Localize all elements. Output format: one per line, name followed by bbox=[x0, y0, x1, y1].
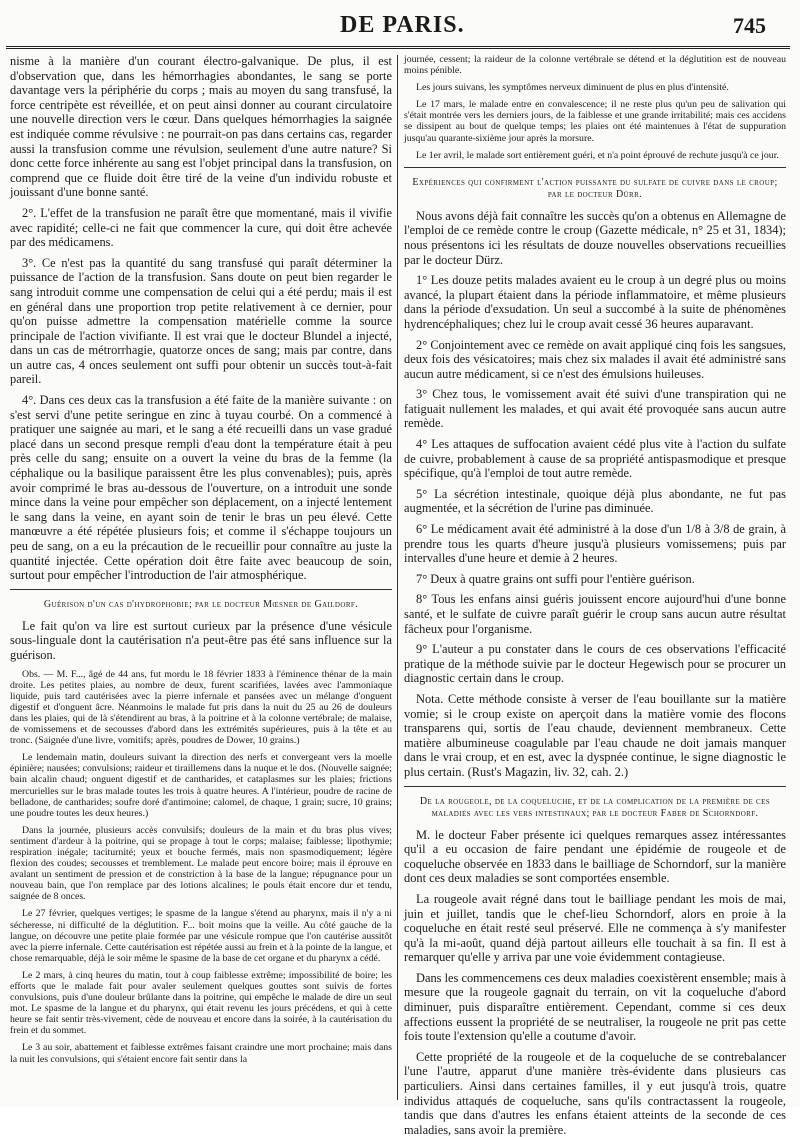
article-heading: De la rougeole, de la coqueluche, et de la complication de la première de ces maladies avec les vers intestinaux; par le docteur Faber de Schorndorf. bbox=[419, 795, 771, 819]
observation-paragraph: Le 1er avril, le malade sort entièrement guéri, et n'a point éprouvé de rechute jusqu'à ce jour. bbox=[416, 149, 779, 161]
paragraph: 8° Tous les enfans ainsi guéris jouissent encore aujourd'hui d'une bonne santé, et le sulfate de cuivre paraît guérir le croup sans aucun autre résultat fâcheux pour l'organisme. bbox=[404, 592, 786, 636]
paragraph: M. le docteur Faber présente ici quelques remarques assez intéressantes qu'il a eu occasion de faire pendant une épidémie de rougeole et de coqueluche observée en 1833 dans le bailliage de Schorndorf, sur la manière dont ces deux maladies se sont comportées ensemble. bbox=[404, 827, 786, 886]
observation-paragraph: Les jours suivans, les symptômes nerveux diminuent de plus en plus d'intensité. bbox=[416, 82, 729, 94]
paragraph: 5° La sécrétion intestinale, quoique déjà plus abondante, ne fut pas augmentée, et la sécrétion de l'urine pas diminuée. bbox=[404, 486, 786, 516]
observation-paragraph: Le 2 mars, à cinq heures du matin, tout à coup faiblesse extrême; impossibilité de boire; les efforts que le malade fait pour avaler seulement quelques gouttes sont suivis de fortes convulsions, puis d'une douleur brûlante dans la poitrine, qui empêche le malade de dire un seul mot. Le spasme de la langue et du pharynx, qui était revenu les jours précédens, et qui à cette heure se fait sentir très-vivement, cède de nouveau et encore dans la soirée, à la cautérisation du frein et du sommet. bbox=[10, 969, 392, 1037]
paragraph: Cette propriété de la rougeole et de la coqueluche de se contrebalancer l'une l'autre, apparut d'une manière très-évidente dans plusieurs cas particuliers. Ainsi dans certaines familles, il y eut jusqu'à trois, quatre individus attaqués de coqueluche, sans qu'ils contractassent la rougeole, tandis que dans d'autres les enfans étaient atteints de la seconde de ces maladies, sans avoir la première. bbox=[404, 1049, 786, 1137]
observation-paragraph: Le 3 au soir, abattement et faiblesse extrêmes faisant craindre une mort prochaine; mais dans la nuit les convulsions, qui s'étaient encore fait sentir dans la bbox=[10, 1042, 392, 1065]
right-column bbox=[404, 54, 786, 1137]
observation-paragraph: Dans la journée, plusieurs accès convulsifs; douleurs de la main et du bras plus vives; sentiment d'ardeur à la poitrine, qui se propage à tout le corps; malaise; faiblesse; lipothymie; respiration inégale; taciturnité; yeux et bouche fermés, mais non spasmodiquement; légère flexion des coudes; secousses et tremblement. Le malade peut encore boire; mais il éprouve en avalant un sentiment de pression et de constriction à la base de la langue; répugnance pour un nouveau bain, que l'on remplace par des lotions alcalines; le pouls était encore dur et tendu, saignée de 8 onces. bbox=[10, 824, 392, 903]
observation-paragraph: journée, cessent; la raideur de la colonne vertébrale se détend et la déglutition est de nouveau moins pénible. bbox=[404, 54, 786, 77]
observation-paragraph: Le lendemain matin, douleurs suivant la direction des nerfs et convergeant vers la moelle épinière; nausées; convulsions; raideur et tiraillemens dans la nuque et le dos. (Nouvelle saignée; bain alcalin chaud; onguent digestif et de cantharides, et cataplasmes sur les plaies; frictions mercurielles sur le bras malade toutes les trois à quatre heures. A l'intérieur, poudre de racine de belladone, de cantharides; soufre doré d'antimoine; calomel, de chaque, 1 grain; sucre, 10 grains; une poudre toutes les deux heures.) bbox=[10, 752, 392, 819]
paragraph: 3° Chez tous, le vomissement avait été suivi d'une transpiration qui ne fatiguait nullement les malades, et qui avait été provoquée sans aucun autre remède. bbox=[404, 387, 786, 431]
section-divider bbox=[404, 786, 786, 787]
paragraph: 2° Conjointement avec ce remède on avait appliqué cinq fois les sangsues, deux fois des vésicatoires; mais chez six malades il avait été administré sans aucun autre médicament, si ce n'est des émulsions huileuses. bbox=[404, 337, 786, 381]
paragraph: 6° Le médicament avait été administré à la dose d'un 1/8 à 3/8 de grain, à prendre tous les quarts d'heure jusqu'à plusieurs vomissemens; puis par intervalles d'une heure et demie à 2 heures. bbox=[404, 522, 786, 566]
paragraph: 3°. Ce n'est pas la quantité du sang transfusé qui paraît déterminer la puissance de l'action de la transfusion. Sans doute on peut bien regarder le sang introduit comme une compensation de celui qui a été perdu; mais il est en général dans une proportion trop petite relativement à ce dernier, pour qu'on puisse admettre la compensation matérielle comme la source principale de l'action vivifiante. Il est vrai que le docteur Blundel a injecté, dans un cas de métrorrhagie, quatorze onces de sang; mais par contre, dans un autre cas, 4 onces seulement ont suffi pour obtenir un succès tout-à-fait pareil. bbox=[10, 255, 392, 387]
observation-paragraph: Obs. — M. F..., âgé de 44 ans, fut mordu le 18 février 1833 à l'éminence thénar de la main droite. Les petites plaies, au nombre de deux, furent scarifiées, lavées avec l'ammoniaque liquide, puis tard cautérisées avec la pierre infernale et pansées avec un mélange d'onguent digestif et d'onguent âcre. Néanmoins le malade fut pris dans la nuit du 25 au 26 de douleurs dans les plaies, qui de là s'étendirent au bras, à la poitrine et à la colonne vertébrale; de malaise, de vomissemens et de secousses d'abord dans les extrémités supérieures, puis à la tête et au tronc. (Saignée d'une livre, vomitifs; après, poudres de Dower, 10 grains.) bbox=[10, 668, 392, 747]
section-divider bbox=[404, 167, 786, 168]
paragraph: 4°. Dans ces deux cas la transfusion a été faite de la manière suivante : on s'est servi d'une petite seringue en zinc à tuyau courbé. On a commencé à pratiquer une saignée au mari, et le sang a été recueilli dans un vase gradué placé dans un second presque rempli d'eau dont la température était à peu près celle du sang; ensuite on a ouvert la veine du bras de la femme (la céphalique ou la basilique paraissent être les plus convenables); puis, après avoir comprimé le bras au-dessous de l'ouverture, on a introduit une sonde mince dans la veine pour empêcher son déplacement, on a injecté lentement le sang dans la veine, en ayant soin de tenir le bras un peu élevé. Cette manœuvre a été répétée plusieurs fois; et comme il s'échappe toujours un peu de sang, on a eu la précaution de le recueillir pour connaître au juste la quantité injectée. Cette opération doit être faite avec beaucoup de soin, surtout pour empêcher l'introduction de l'air atmosphérique. bbox=[10, 393, 392, 583]
left-column bbox=[10, 54, 392, 1104]
paragraph: Le fait qu'on va lire est surtout curieux par la présence d'une vésicule sous-linguale dont la cautérisation n'a peut-être pas été sans influence sur la guérison. bbox=[10, 618, 392, 662]
article-heading: Expériences qui confirment l'action puissante du sulfate de cuivre dans le croup; par le docteur Dürr. bbox=[412, 176, 778, 200]
observation-paragraph: Le 17 mars, le malade entre en convalescence; il ne reste plus qu'un peu de salivation qui s'était montrée vers les derniers jours, de la faiblesse et une grande irritabilité; mais ces accidens se dissipent au bout de quelque temps; les plaies ont été maintenues à l'état de suppuration jusqu'au quarante-sixième jour après la morsure. bbox=[404, 99, 786, 144]
paragraph: 4° Les attaques de suffocation avaient cédé plus vite à l'action du sulfate de cuivre, probablement à cause de sa propriété antispasmodique et presque spécifique, qu'à l'emploi de tout autre remède. bbox=[404, 437, 786, 481]
article-heading: Guérison d'un cas d'hydrophobie; par le docteur Mœsner de Gaildorf. bbox=[43, 598, 359, 610]
paragraph: Dans les commencemens ces deux maladies coexistèrent ensemble; mais à mesure que la rougeole gagnait du terrain, on vit la coqueluche d'abord diminuer, puis disparaître entièrement. Cependant, comme si ces deux affections eussent la propriété de se neutraliser, la rougeole ne prit pas cette fois toute l'extension qu'elle a coutume d'avoir. bbox=[404, 970, 786, 1044]
observation-paragraph: Le 27 février, quelques vertiges; le spasme de la langue s'étend au pharynx, mais il n'y a ni sécheresse, ni difficulté de la déglutition. F... boit moins que la veille. Au côté gauche de la langue, on découvre une petite plaie formée par une vésicule rompue que l'on cautérise aussitôt avec la pierre infernale. Cette cautérisation est répétée aussi au frein et à la pointe de la langue, et chose remarquable, déjà le soir même le spasme de la base de cet organe et du pharynx a cédé. bbox=[10, 908, 392, 964]
column-divider bbox=[397, 55, 398, 1100]
page-number: 745 bbox=[733, 13, 766, 38]
header-rule bbox=[6, 46, 790, 49]
paragraph: nisme à la manière d'un courant électro-galvanique. De plus, il est d'observation que, dans les hémorrhagies abondantes, le sang se porte davantage vers la périphérie du corps ; mais au moyen du sang transfusé, la force centripète est réveillée, et on peut ainsi donner au courant circulatoire une nouvelle direction vers le cœur. Dans quelques hémorrhagies la saignée est indiquée comme révulsive : ne pourrait-on pas dans certains cas, regarder aussi la transfusion comme une révulsion, seulement d'une autre nature? Si donc cette force inhérente au sang est l'objet principal dans la transfusion, on comprend que ce fluide doit être tiré de la veine d'un individu robuste et jouissant d'une bonne santé. bbox=[10, 54, 392, 200]
page-header-title: DE PARIS. bbox=[340, 12, 465, 38]
paragraph: 2°. L'effet de la transfusion ne paraît être que momentané, mais il vivifie avec rapidité; celle-ci ne fait que commencer la cure, qui doit être achevée par des médicamens. bbox=[10, 205, 392, 250]
paragraph: La rougeole avait régné dans tout le bailliage pendant les mois de mai, juin et juillet, tandis que le chef-lieu Schorndorf, alors en proie à la coqueluche en était resté seul préservé. Elle ne commença à s'y manifester qu'à la mi-août, quand déjà partout ailleurs elle touchait à sa fin. Il est à remarquer qu'elle y arriva par une voie évidemment contagieuse. bbox=[404, 891, 786, 965]
section-divider bbox=[10, 589, 392, 590]
paragraph: Nous avons déjà fait connaître les succès qu'on a obtenus en Allemagne de l'emploi de ce remède contre le croup (Gazette médicale, n° 25 et 31, 1834); nous présentons ici les résultats de douze nouvelles observations recueillies par le docteur Dürz. bbox=[404, 208, 786, 267]
paragraph: 7° Deux à quatre grains ont suffi pour l'entière guérison. bbox=[416, 571, 695, 586]
paragraph: 9° L'auteur a pu constater dans le cours de ces observations l'efficacité pratique de la méthode suivie par le docteur Hegewisch pour se procurer un diagnostic certain dans le croup. bbox=[404, 642, 786, 686]
note-paragraph: Nota. Cette méthode consiste à verser de l'eau bouillante sur la matière vomie; si le croup existe on aperçoit dans la matière vomie des flocons transparens qui, sortis de l'eau chaude, deviennent membraneux. Cette matière albumineuse coagulable par l'eau chaude ne doit jamais manquer dans le vrai croup, et en est, avec la dyspnée continue, le signe diagnostic le plus certain. (Rust's Magazin, liv. 32, cah. 2.) bbox=[404, 691, 786, 779]
paragraph: 1° Les douze petits malades avaient eu le croup à un degré plus ou moins avancé, la plupart étaient dans la période inflammatoire, et même plusieurs dans la période d'exsudation. Un seul a succombé à la suite de phénomènes hydrencéphaliques; chez lui le croup avait cessé 36 heures auparavant. bbox=[404, 273, 786, 331]
